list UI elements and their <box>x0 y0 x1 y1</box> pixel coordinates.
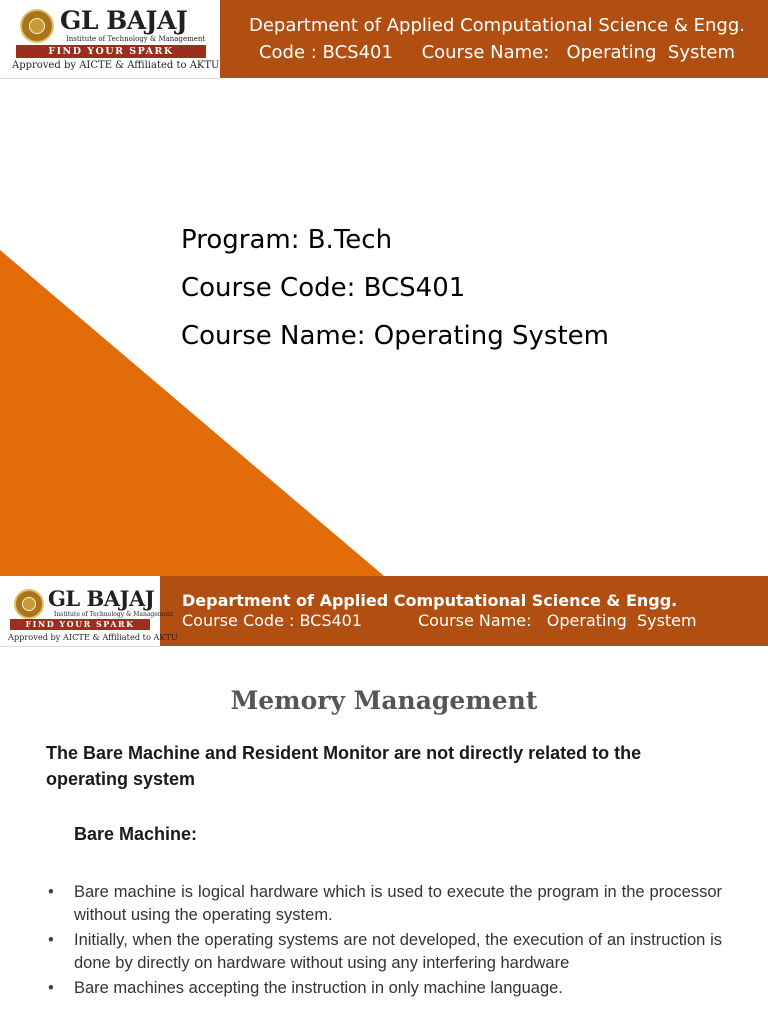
course-name-line: Course Name: Operating System <box>181 321 609 351</box>
program-line: Program: B.Tech <box>181 225 393 255</box>
logo-tagline: Institute of Technology & Management <box>54 611 174 618</box>
logo-tagline: Institute of Technology & Management <box>66 35 206 43</box>
header-course-name: Course Name: Operating System <box>417 611 697 630</box>
bullet-list <box>46 881 722 1002</box>
header-course-code: Code : BCS401 <box>258 42 393 63</box>
slide-title: Memory Management <box>230 686 538 715</box>
list-item: • Bare machine is logical hardware which is used to execute the program in the processor without using the operating system. <box>46 881 722 927</box>
section-heading: Bare Machine: <box>74 824 198 844</box>
content-slide <box>0 576 768 1024</box>
header-bar <box>160 576 768 646</box>
course-info <box>181 222 609 366</box>
slide-header <box>0 576 768 646</box>
institute-logo <box>0 576 178 647</box>
intro-text: The Bare Machine and Resident Monitor are not directly related to the operating system <box>46 743 642 789</box>
header-department: Department of Applied Computational Science & Engg. <box>249 15 745 36</box>
seal-icon <box>14 589 44 619</box>
list-item: • Initially, when the operating systems are not developed, the execution of an instruction is done by directly on hardware without using any interfering hardware <box>46 929 722 975</box>
logo-approval: Approved by AICTE & Affiliated to AKTU <box>8 632 178 642</box>
header-course-name: Course Name: Operating System <box>421 42 736 63</box>
logo-brand: GL BAJAJ <box>60 6 188 35</box>
slide-header <box>0 0 768 78</box>
institute-logo <box>0 0 220 79</box>
list-item: • Bare machines accepting the instruction in only machine language. <box>46 977 722 1000</box>
logo-approval: Approved by AICTE & Affiliated to AKTU <box>12 60 220 71</box>
logo-brand: GL BAJAJ <box>48 586 155 611</box>
course-code-line: Course Code: BCS401 <box>181 273 466 303</box>
header-course-code: Course Code : BCS401 <box>182 611 363 630</box>
logo-spark-banner: FIND YOUR SPARK <box>16 45 206 58</box>
header-department: Department of Applied Computational Science & Engg. <box>182 591 678 610</box>
header-bar <box>220 0 768 78</box>
seal-icon <box>20 9 54 43</box>
logo-spark-banner: FIND YOUR SPARK <box>10 619 150 630</box>
